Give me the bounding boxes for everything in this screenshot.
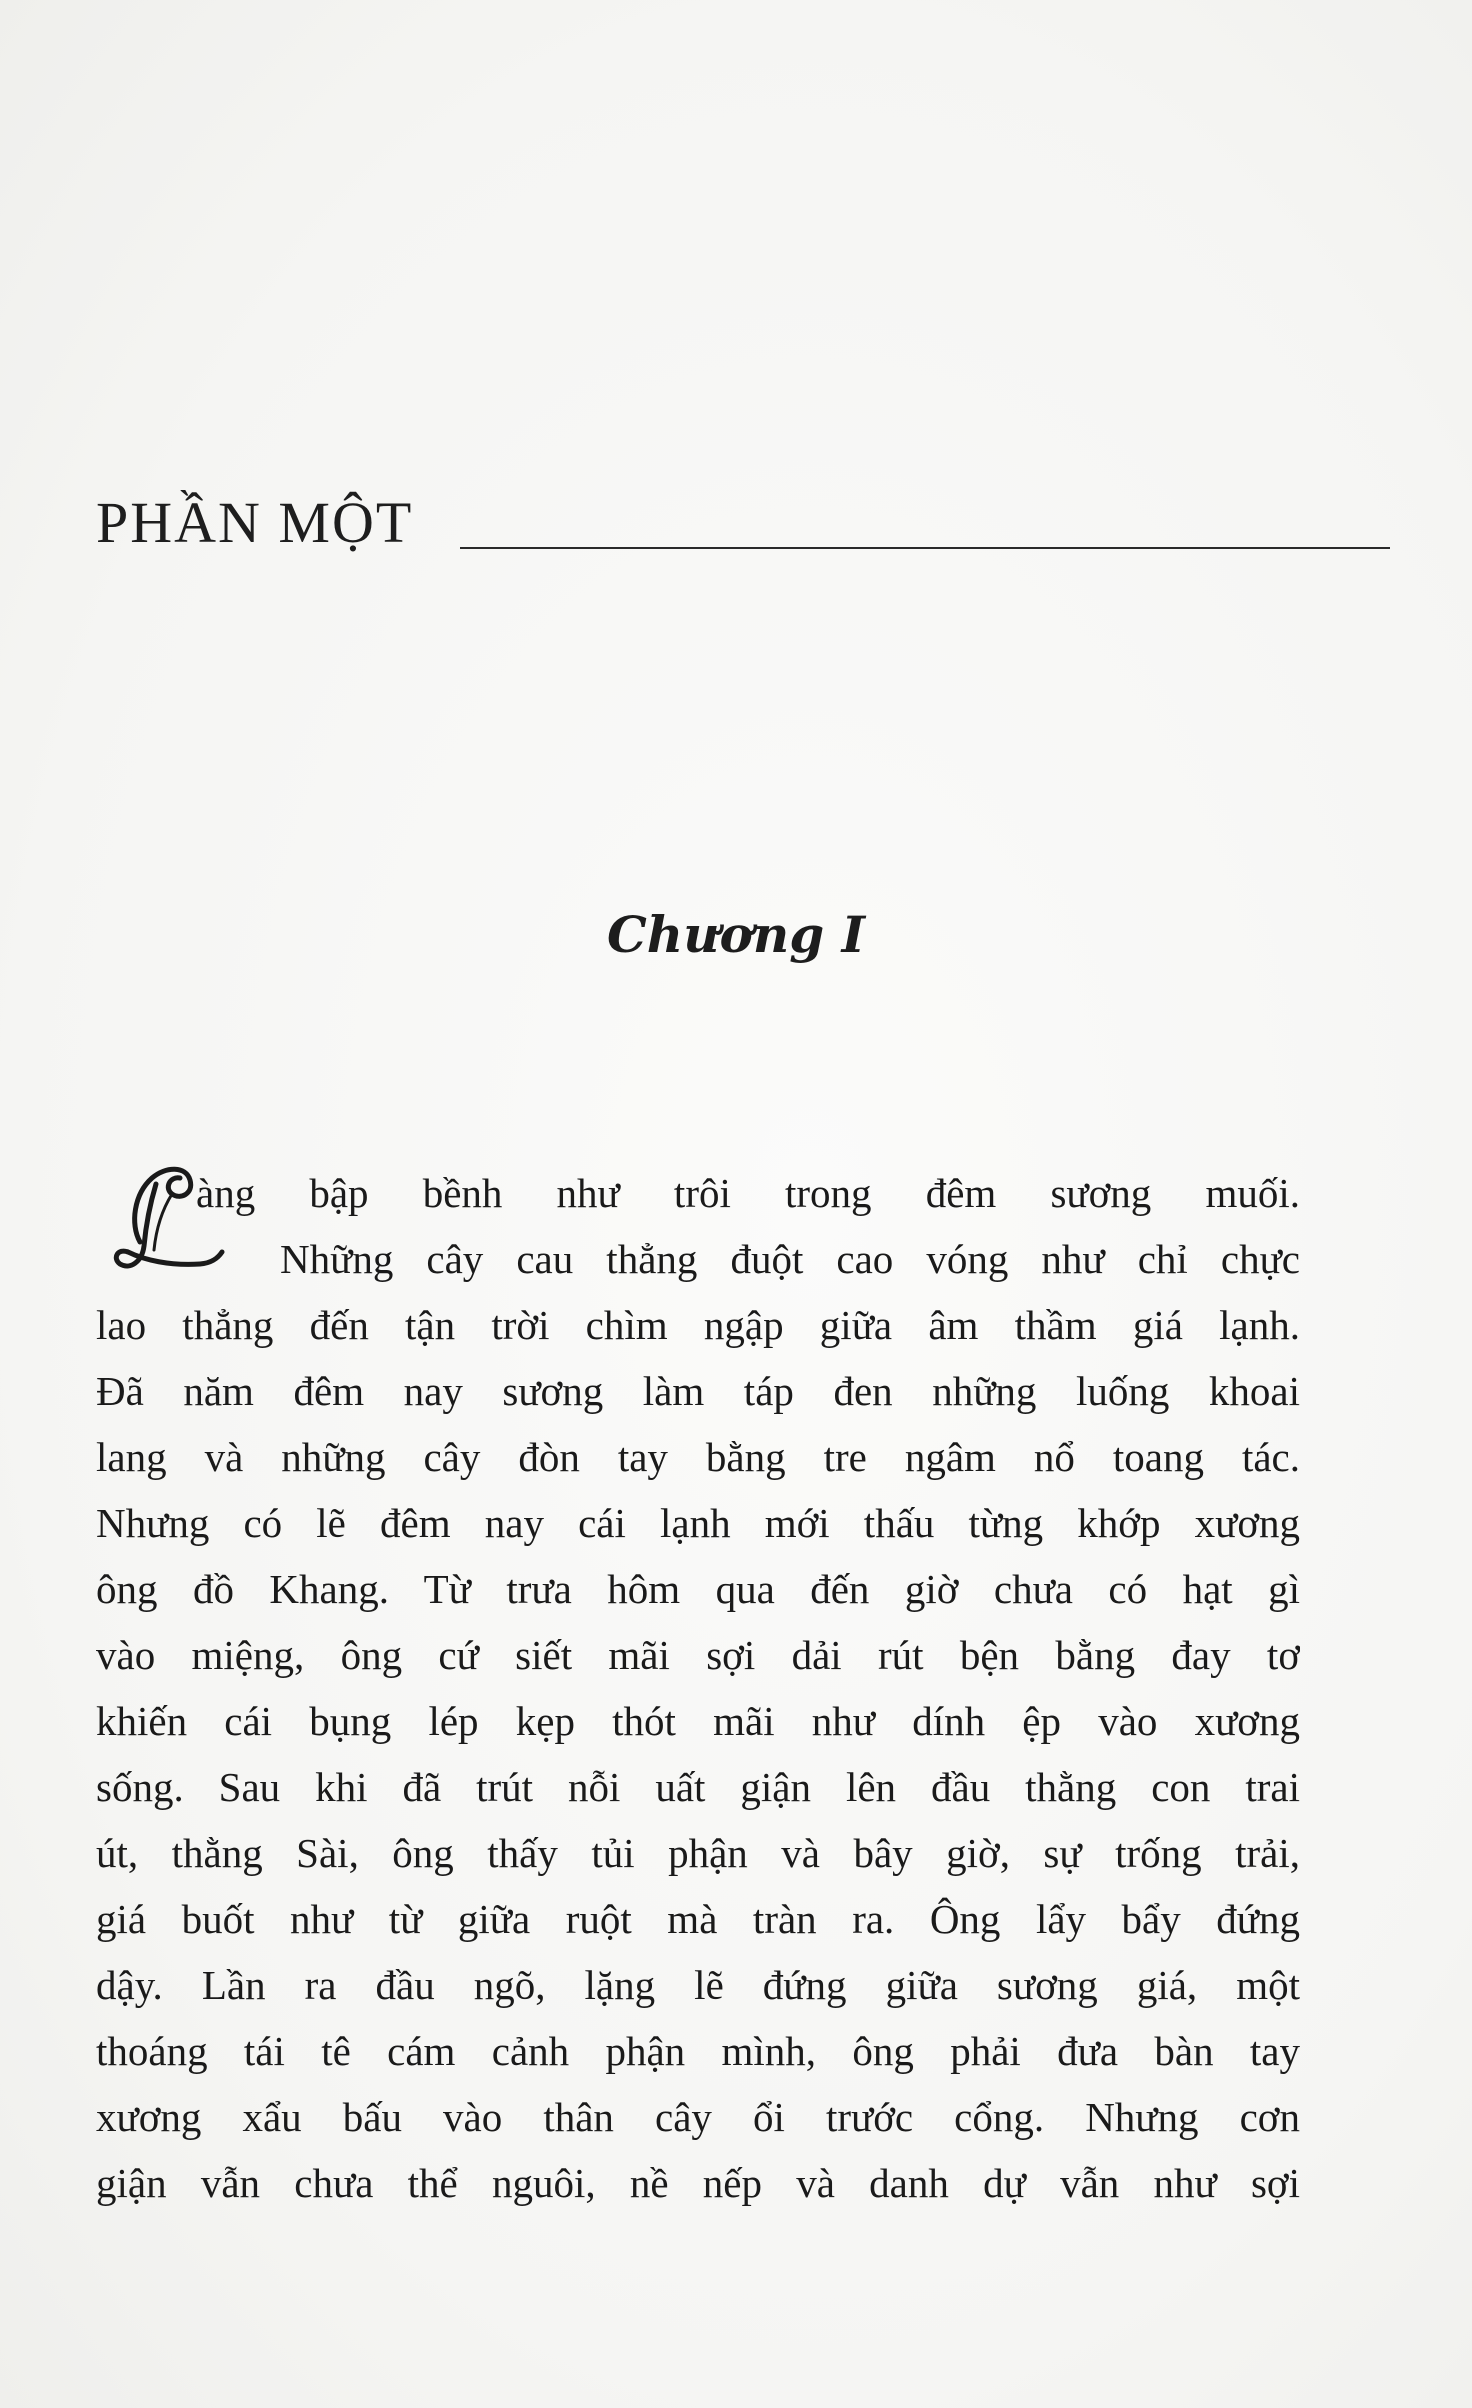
chapter-title: Chương I bbox=[607, 905, 865, 964]
body-line: Những cây cau thẳng đuột cao vóng như chỉ chực bbox=[280, 1236, 1300, 1282]
body-line: giá buốt như từ giữa ruột mà tràn ra. Ông lẩy bẩy đứng bbox=[96, 1896, 1300, 1942]
body-line: sống. Sau khi đã trút nỗi uất giận lên đầu thằng con trai bbox=[96, 1764, 1300, 1810]
body-text bbox=[96, 1160, 1300, 2220]
body-line: xương xẩu bấu vào thân cây ổi trước cổng. Nhưng cơn bbox=[96, 2094, 1300, 2140]
body-line: dậy. Lần ra đầu ngõ, lặng lẽ đứng giữa sương giá, một bbox=[96, 1962, 1300, 2008]
body-line: Đã năm đêm nay sương làm táp đen những luống khoai bbox=[96, 1368, 1300, 1414]
body-line: ông đồ Khang. Từ trưa hôm qua đến giờ chưa có hạt gì bbox=[96, 1566, 1300, 1612]
body-line: vào miệng, ông cứ siết mãi sợi dải rút bện bằng đay tơ bbox=[96, 1632, 1300, 1678]
body-line: thoáng tái tê cám cảnh phận mình, ông phải đưa bàn tay bbox=[96, 2028, 1300, 2074]
body-line: lao thẳng đến tận trời chìm ngập giữa âm thầm giá lạnh. bbox=[96, 1302, 1300, 1348]
part-header bbox=[96, 488, 1296, 558]
body-line: khiến cái bụng lép kẹp thót mãi như dính ệp vào xương bbox=[96, 1698, 1300, 1744]
part-title-rule bbox=[460, 547, 1390, 549]
body-line: lang và những cây đòn tay bằng tre ngâm nổ toang tác. bbox=[96, 1434, 1300, 1480]
body-line: giận vẫn chưa thể nguôi, nề nếp và danh dự vẫn như sợi bbox=[96, 2160, 1300, 2206]
part-title: PHẦN MỘT bbox=[96, 490, 414, 555]
body-line: àng bập bềnh như trôi trong đêm sương muối. bbox=[196, 1170, 1300, 1216]
body-line: Nhưng có lẽ đêm nay cái lạnh mới thấu từng khớp xương bbox=[96, 1500, 1300, 1546]
body-line: út, thằng Sài, ông thấy tủi phận và bây giờ, sự trống trải, bbox=[96, 1830, 1300, 1876]
